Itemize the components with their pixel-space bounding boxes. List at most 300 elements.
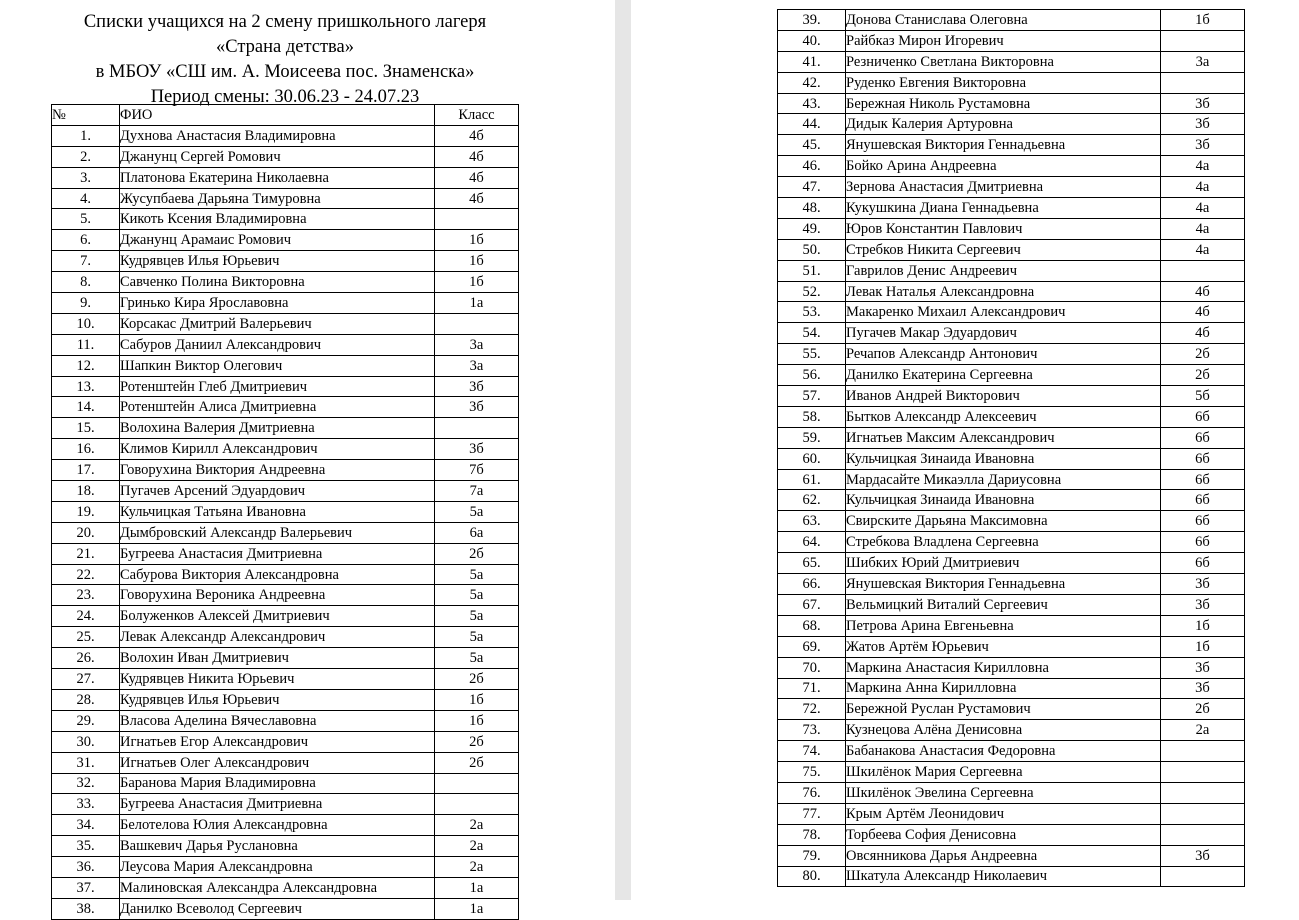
student-name: Маркина Анастасия Кирилловна [846, 657, 1161, 678]
student-name: Шапкин Виктор Олегович [120, 355, 435, 376]
row-number: 60. [778, 448, 846, 469]
student-name: Бытков Александр Алексеевич [846, 406, 1161, 427]
student-class: 3б [1161, 594, 1245, 615]
student-name: Руденко Евгения Викторовна [846, 72, 1161, 93]
table-row [778, 239, 1245, 260]
table-row [52, 209, 519, 230]
table-row [52, 230, 519, 251]
row-number: 77. [778, 803, 846, 824]
row-number: 21. [52, 543, 120, 564]
student-name: Бабанакова Анастасия Федоровна [846, 741, 1161, 762]
student-name: Донова Станислава Олеговна [846, 10, 1161, 31]
student-name: Шкатула Александр Николаевич [846, 866, 1161, 887]
student-name: Волохина Валерия Дмитриевна [120, 418, 435, 439]
table-header-row [52, 105, 519, 126]
table-row [52, 627, 519, 648]
row-number: 6. [52, 230, 120, 251]
row-number: 27. [52, 669, 120, 690]
student-name: Кудрявцев Илья Юрьевич [120, 689, 435, 710]
student-class [435, 209, 519, 230]
row-number: 61. [778, 469, 846, 490]
title-line: в МБОУ «СШ им. А. Моисеева пос. Знаменска» [95, 62, 475, 82]
table-row [778, 490, 1245, 511]
row-number: 32. [52, 773, 120, 794]
student-class: 1б [1161, 636, 1245, 657]
table-row [52, 815, 519, 836]
student-name: Власова Аделина Вячеславовна [120, 710, 435, 731]
table-row [778, 845, 1245, 866]
row-number: 66. [778, 574, 846, 595]
row-number: 28. [52, 689, 120, 710]
row-number: 67. [778, 594, 846, 615]
row-number: 7. [52, 251, 120, 272]
table-row [778, 135, 1245, 156]
student-name: Бережная Николь Рустамовна [846, 93, 1161, 114]
row-number: 2. [52, 146, 120, 167]
student-name: Кудрявцев Илья Юрьевич [120, 251, 435, 272]
table-row [52, 272, 519, 293]
row-number: 49. [778, 218, 846, 239]
student-name: Ротенштейн Глеб Дмитриевич [120, 376, 435, 397]
student-class: 6б [1161, 406, 1245, 427]
student-class: 6б [1161, 490, 1245, 511]
student-name: Шибких Юрий Дмитриевич [846, 553, 1161, 574]
row-number: 3. [52, 167, 120, 188]
student-class [435, 773, 519, 794]
student-class: 4б [435, 188, 519, 209]
row-number: 72. [778, 699, 846, 720]
row-number: 45. [778, 135, 846, 156]
student-name: Платонова Екатерина Николаевна [120, 167, 435, 188]
table-row [52, 564, 519, 585]
student-name: Гаврилов Денис Андреевич [846, 260, 1161, 281]
student-name: Болуженков Алексей Дмитриевич [120, 606, 435, 627]
table-row [52, 334, 519, 355]
student-class: 4б [1161, 302, 1245, 323]
student-name: Кульчицкая Зинаида Ивановна [846, 490, 1161, 511]
student-class: 5а [435, 564, 519, 585]
row-number: 20. [52, 522, 120, 543]
table-row [778, 114, 1245, 135]
row-number: 4. [52, 188, 120, 209]
row-number: 78. [778, 824, 846, 845]
student-name: Бережной Руслан Рустамович [846, 699, 1161, 720]
table-row [778, 615, 1245, 636]
student-name: Жусупбаева Дарьяна Тимуровна [120, 188, 435, 209]
student-name: Левак Александр Александрович [120, 627, 435, 648]
header-number: № [52, 105, 120, 126]
table-row [52, 125, 519, 146]
student-name: Игнатьев Олег Александрович [120, 752, 435, 773]
table-row [778, 323, 1245, 344]
student-name: Климов Кирилл Александрович [120, 439, 435, 460]
row-number: 57. [778, 386, 846, 407]
student-table-left [51, 104, 519, 920]
row-number: 10. [52, 313, 120, 334]
table-row [52, 877, 519, 898]
table-row [778, 594, 1245, 615]
student-name: Шкилёнок Мария Сергеевна [846, 762, 1161, 783]
student-class: 6б [1161, 448, 1245, 469]
student-class: 1а [435, 898, 519, 919]
row-number: 68. [778, 615, 846, 636]
student-class: 1б [435, 689, 519, 710]
student-name: Крым Артём Леонидович [846, 803, 1161, 824]
table-row [778, 427, 1245, 448]
row-number: 50. [778, 239, 846, 260]
student-class: 4а [1161, 198, 1245, 219]
student-class: 4а [1161, 239, 1245, 260]
student-name: Савченко Полина Викторовна [120, 272, 435, 293]
student-class: 1б [1161, 10, 1245, 31]
student-name: Бугреева Анастасия Дмитриевна [120, 794, 435, 815]
student-name: Малиновская Александра Александровна [120, 877, 435, 898]
row-number: 8. [52, 272, 120, 293]
student-name: Кикоть Ксения Владимировна [120, 209, 435, 230]
student-name: Пугачев Арсений Эдуардович [120, 481, 435, 502]
student-class: 6б [1161, 469, 1245, 490]
student-name: Джанунц Сергей Ромович [120, 146, 435, 167]
table-row [778, 469, 1245, 490]
student-name: Сабуров Даниил Александрович [120, 334, 435, 355]
student-class: 1б [435, 230, 519, 251]
row-number: 42. [778, 72, 846, 93]
table-row [778, 406, 1245, 427]
student-class: 4б [435, 146, 519, 167]
student-class: 2а [1161, 720, 1245, 741]
table-row [778, 824, 1245, 845]
student-class: 2б [1161, 344, 1245, 365]
table-row [52, 752, 519, 773]
student-class: 3б [1161, 574, 1245, 595]
table-row [778, 10, 1245, 31]
table-row [778, 281, 1245, 302]
student-class: 6б [1161, 511, 1245, 532]
student-name: Овсянникова Дарья Андреевна [846, 845, 1161, 866]
student-class: 2а [435, 815, 519, 836]
student-name: Волохин Иван Дмитриевич [120, 648, 435, 669]
row-number: 36. [52, 857, 120, 878]
student-class: 2б [435, 543, 519, 564]
student-class [1161, 803, 1245, 824]
table-row [778, 532, 1245, 553]
student-class: 3б [435, 397, 519, 418]
student-class: 1б [435, 272, 519, 293]
row-number: 16. [52, 439, 120, 460]
student-name: Зернова Анастасия Дмитриевна [846, 177, 1161, 198]
table-row [778, 782, 1245, 803]
document-page-right [631, 0, 1299, 900]
table-row [52, 167, 519, 188]
table-row [778, 511, 1245, 532]
table-row [52, 606, 519, 627]
student-class: 4б [1161, 323, 1245, 344]
table-row [778, 553, 1245, 574]
row-number: 38. [52, 898, 120, 919]
student-class [1161, 260, 1245, 281]
student-class [435, 313, 519, 334]
student-class: 3а [435, 355, 519, 376]
table-row [52, 313, 519, 334]
row-number: 59. [778, 427, 846, 448]
student-name: Кудрявцев Никита Юрьевич [120, 669, 435, 690]
row-number: 5. [52, 209, 120, 230]
row-number: 74. [778, 741, 846, 762]
student-name: Стребкова Владлена Сергеевна [846, 532, 1161, 553]
student-class: 2а [435, 836, 519, 857]
document-page-left [0, 0, 615, 917]
row-number: 79. [778, 845, 846, 866]
student-class [1161, 30, 1245, 51]
table-row [52, 836, 519, 857]
student-name: Гринько Кира Ярославовна [120, 293, 435, 314]
table-row [52, 376, 519, 397]
table-row [778, 803, 1245, 824]
row-number: 30. [52, 731, 120, 752]
student-name: Дымбровский Александр Валерьевич [120, 522, 435, 543]
student-class [1161, 762, 1245, 783]
table-row [778, 741, 1245, 762]
title-line: Списки учащихся на 2 смену пришкольного лагеря [83, 12, 487, 32]
row-number: 56. [778, 365, 846, 386]
table-row [52, 689, 519, 710]
table-row [52, 773, 519, 794]
table-row [52, 731, 519, 752]
row-number: 34. [52, 815, 120, 836]
row-number: 76. [778, 782, 846, 803]
table-row [778, 51, 1245, 72]
row-number: 46. [778, 156, 846, 177]
student-class: 2б [1161, 365, 1245, 386]
student-class: 4б [1161, 281, 1245, 302]
student-name: Янушевская Виктория Геннадьевна [846, 135, 1161, 156]
student-name: Белотелова Юлия Александровна [120, 815, 435, 836]
student-name: Баранова Мария Владимировна [120, 773, 435, 794]
student-name: Шкилёнок Эвелина Сергеевна [846, 782, 1161, 803]
student-class: 5а [435, 585, 519, 606]
student-class: 1б [435, 710, 519, 731]
row-number: 29. [52, 710, 120, 731]
student-name: Корсакас Дмитрий Валерьевич [120, 313, 435, 334]
row-number: 35. [52, 836, 120, 857]
student-name: Бойко Арина Андреевна [846, 156, 1161, 177]
row-number: 73. [778, 720, 846, 741]
table-row [52, 710, 519, 731]
student-class: 1б [435, 251, 519, 272]
table-row [52, 146, 519, 167]
table-row [778, 365, 1245, 386]
table-row [52, 439, 519, 460]
student-class: 6б [1161, 553, 1245, 574]
student-class: 3а [1161, 51, 1245, 72]
student-name: Стребков Никита Сергеевич [846, 239, 1161, 260]
student-name: Левак Наталья Александровна [846, 281, 1161, 302]
student-class: 4б [435, 167, 519, 188]
student-name: Говорухина Виктория Андреевна [120, 460, 435, 481]
row-number: 39. [778, 10, 846, 31]
table-row [778, 866, 1245, 887]
table-row [778, 260, 1245, 281]
table-row [778, 448, 1245, 469]
table-row [52, 418, 519, 439]
student-name: Мардасайте Микаэлла Дариусовна [846, 469, 1161, 490]
student-name: Кузнецова Алёна Денисовна [846, 720, 1161, 741]
student-name: Бугреева Анастасия Дмитриевна [120, 543, 435, 564]
student-name: Говорухина Вероника Андреевна [120, 585, 435, 606]
student-class: 4а [1161, 156, 1245, 177]
row-number: 54. [778, 323, 846, 344]
title-line: Период смены: 30.06.23 - 24.07.23 [150, 87, 420, 107]
table-row [778, 574, 1245, 595]
student-class: 5а [435, 627, 519, 648]
student-name: Резниченко Светлана Викторовна [846, 51, 1161, 72]
table-row [52, 857, 519, 878]
student-name: Янушевская Виктория Геннадьевна [846, 574, 1161, 595]
table-row [52, 543, 519, 564]
table-row [778, 156, 1245, 177]
student-class: 4б [435, 125, 519, 146]
row-number: 62. [778, 490, 846, 511]
student-class [1161, 866, 1245, 887]
row-number: 41. [778, 51, 846, 72]
row-number: 44. [778, 114, 846, 135]
row-number: 25. [52, 627, 120, 648]
student-class [1161, 741, 1245, 762]
student-name: Жатов Артём Юрьевич [846, 636, 1161, 657]
student-class: 2б [435, 731, 519, 752]
row-number: 43. [778, 93, 846, 114]
row-number: 80. [778, 866, 846, 887]
student-class: 5а [435, 606, 519, 627]
row-number: 17. [52, 460, 120, 481]
row-number: 70. [778, 657, 846, 678]
row-number: 47. [778, 177, 846, 198]
row-number: 53. [778, 302, 846, 323]
student-name: Речапов Александр Антонович [846, 344, 1161, 365]
row-number: 52. [778, 281, 846, 302]
table-row [778, 302, 1245, 323]
student-class: 4а [1161, 218, 1245, 239]
table-row [52, 648, 519, 669]
student-name: Райбказ Мирон Игоревич [846, 30, 1161, 51]
student-class [1161, 824, 1245, 845]
row-number: 14. [52, 397, 120, 418]
row-number: 65. [778, 553, 846, 574]
student-class [435, 418, 519, 439]
table-row [778, 344, 1245, 365]
row-number: 55. [778, 344, 846, 365]
student-class: 7а [435, 481, 519, 502]
student-class: 5а [435, 501, 519, 522]
student-name: Маркина Анна Кирилловна [846, 678, 1161, 699]
student-class: 1а [435, 293, 519, 314]
student-class: 3б [1161, 678, 1245, 699]
table-row [52, 898, 519, 919]
table-row [778, 198, 1245, 219]
student-name: Данилко Всеволод Сергеевич [120, 898, 435, 919]
student-class: 3б [435, 376, 519, 397]
table-row [52, 251, 519, 272]
row-number: 58. [778, 406, 846, 427]
row-number: 9. [52, 293, 120, 314]
student-class: 2б [435, 669, 519, 690]
table-row [52, 460, 519, 481]
row-number: 51. [778, 260, 846, 281]
row-number: 11. [52, 334, 120, 355]
student-class: 3б [1161, 93, 1245, 114]
table-row [52, 355, 519, 376]
table-row [778, 93, 1245, 114]
table-row [778, 72, 1245, 93]
row-number: 75. [778, 762, 846, 783]
student-name: Иванов Андрей Викторович [846, 386, 1161, 407]
student-class: 3а [435, 334, 519, 355]
student-name: Пугачев Макар Эдуардович [846, 323, 1161, 344]
row-number: 13. [52, 376, 120, 397]
student-class: 6б [1161, 532, 1245, 553]
row-number: 24. [52, 606, 120, 627]
row-number: 22. [52, 564, 120, 585]
student-name: Петрова Арина Евгеньевна [846, 615, 1161, 636]
student-class: 3б [1161, 657, 1245, 678]
row-number: 71. [778, 678, 846, 699]
student-class: 2б [435, 752, 519, 773]
row-number: 26. [52, 648, 120, 669]
student-class: 2б [1161, 699, 1245, 720]
student-name: Кульчицкая Татьяна Ивановна [120, 501, 435, 522]
student-name: Дидык Калерия Артуровна [846, 114, 1161, 135]
student-name: Сабурова Виктория Александровна [120, 564, 435, 585]
student-class: 4а [1161, 177, 1245, 198]
student-name: Макаренко Михаил Александрович [846, 302, 1161, 323]
table-row [52, 585, 519, 606]
student-class: 3б [1161, 114, 1245, 135]
student-name: Духнова Анастасия Владимировна [120, 125, 435, 146]
table-row [52, 669, 519, 690]
row-number: 37. [52, 877, 120, 898]
row-number: 40. [778, 30, 846, 51]
table-row [52, 794, 519, 815]
student-class: 3б [1161, 845, 1245, 866]
student-class: 1а [435, 877, 519, 898]
student-class: 5б [1161, 386, 1245, 407]
table-row [778, 177, 1245, 198]
row-number: 1. [52, 125, 120, 146]
table-row [52, 188, 519, 209]
title-line: «Страна детства» [215, 37, 355, 57]
student-class: 2а [435, 857, 519, 878]
row-number: 48. [778, 198, 846, 219]
document-title [52, 10, 518, 110]
student-name: Кукушкина Диана Геннадьевна [846, 198, 1161, 219]
row-number: 12. [52, 355, 120, 376]
student-class: 6б [1161, 427, 1245, 448]
table-row [52, 293, 519, 314]
student-name: Вельмицкий Виталий Сергеевич [846, 594, 1161, 615]
student-name: Кульчицкая Зинаида Ивановна [846, 448, 1161, 469]
student-class: 3б [435, 439, 519, 460]
row-number: 63. [778, 511, 846, 532]
table-row [52, 501, 519, 522]
student-name: Джанунц Арамаис Ромович [120, 230, 435, 251]
student-table-right [777, 9, 1245, 887]
student-name: Юров Константин Павлович [846, 218, 1161, 239]
table-row [778, 636, 1245, 657]
row-number: 23. [52, 585, 120, 606]
student-name: Леусова Мария Александровна [120, 857, 435, 878]
student-class: 1б [1161, 615, 1245, 636]
row-number: 19. [52, 501, 120, 522]
